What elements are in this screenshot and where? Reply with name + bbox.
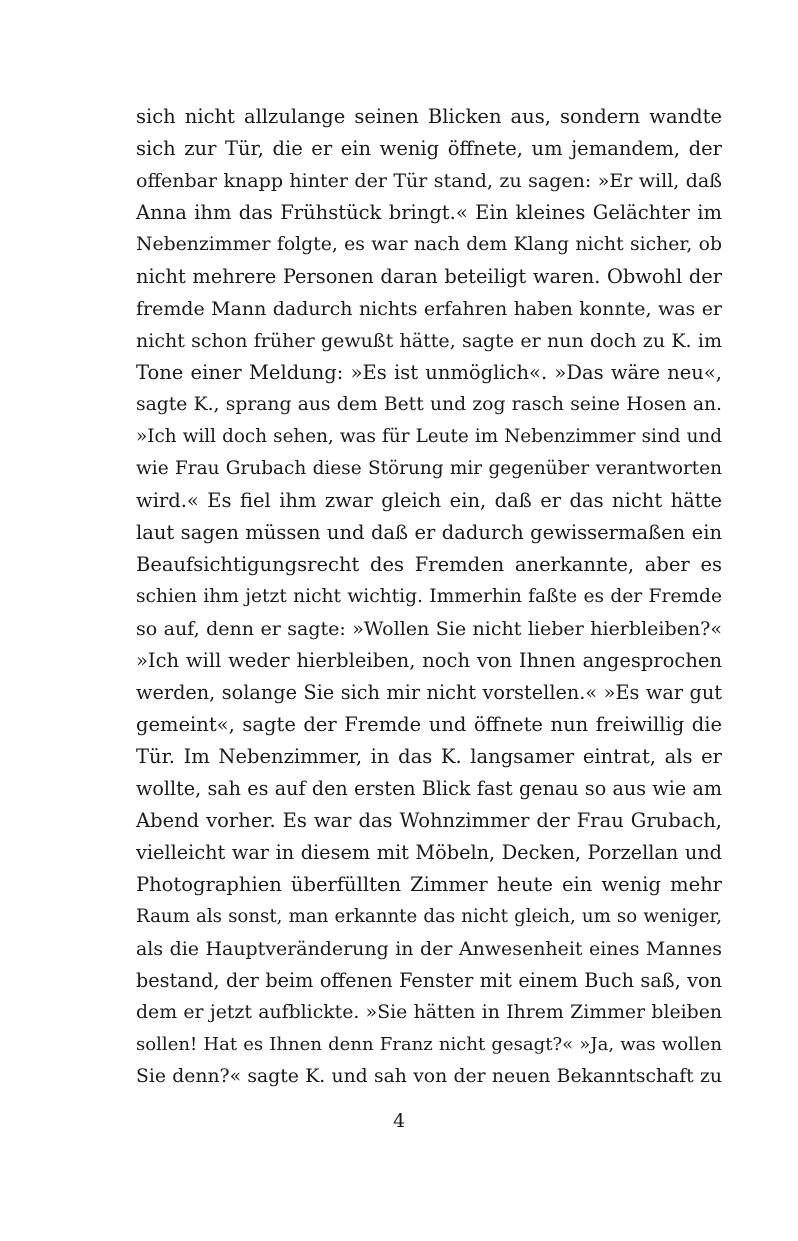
text-line: nicht schon früher gewußt hätte, sagte er nun doch zu K. im [136,330,722,352]
text-line: wird.« Es fiel ihm zwar gleich ein, daß er das nicht hätte [136,489,722,512]
text-line: Beaufsichtigungsrecht des Fremden anerkannte, aber es [136,553,722,576]
text-line: gemeint«, sagte der Fremde und öffnete nun freiwillig die [136,713,722,736]
text-line: Raum als sonst, man erkannte das nicht gleich, um so weniger, [136,906,722,927]
text-line: Tür. Im Nebenzimmer, in das K. langsamer eintrat, als er [136,745,722,768]
text-line: laut sagen müssen und daß er dadurch gewissermaßen ein [136,521,722,544]
text-line: sich zur Tür, die er ein wenig öffnete, um jemandem, der [136,137,722,160]
text-line: »Ich will weder hierbleiben, noch von Ihnen angesprochen [136,649,722,672]
text-line: vielleicht war in diesem mit Möbeln, Decken, Porzellan und [136,841,722,864]
text-line: als die Hauptveränderung in der Anwesenheit eines Mannes [136,938,722,960]
text-line: Nebenzimmer folgte, es war nach dem Klang nicht sicher, ob [136,234,722,255]
body-text [136,101,722,1093]
text-line: nicht mehrere Personen daran beteiligt waren. Obwohl der [136,265,722,288]
text-line: fremde Mann dadurch nichts erfahren haben konnte, was er [136,298,722,320]
text-line: so auf, denn er sagte: »Wollen Sie nicht lieber hierbleiben?« [136,618,722,640]
text-line: schien ihm jetzt nicht wichtig. Immerhin faßte es der Fremde [136,586,722,607]
text-line: sich nicht allzulange seinen Blicken aus, sondern wandte [136,105,722,128]
text-line: sagte K., sprang aus dem Bett und zog rasch seine Hosen an. [136,394,722,415]
page-number: 4 [392,1110,406,1132]
text-line: werden, solange Sie sich mir nicht vorstellen.« »Es war gut [136,681,722,704]
text-line: Abend vorher. Es war das Wohnzimmer der Frau Grubach, [136,809,722,832]
text-line: wollte, sah es auf den ersten Blick fast genau so aus wie am [136,777,722,800]
text-line: wie Frau Grubach diese Störung mir gegenüber verantworten [136,458,722,479]
text-line: Photographien überfüllten Zimmer heute ein wenig mehr [136,873,722,896]
text-line: offenbar knapp hinter der Tür stand, zu sagen: »Er will, daß [136,170,722,192]
text-line: dem er jetzt aufblickte. »Sie hätten in Ihrem Zimmer bleiben [136,1002,722,1023]
text-line: Sie denn?« sagte K. und sah von der neuen Bekanntschaft zu [136,1066,722,1087]
text-line: »Ich will doch sehen, was für Leute im Nebenzimmer sind und [136,426,722,447]
text-line: Tone einer Meldung: »Es ist unmöglich«. »Das wäre neu«, [136,361,722,384]
text-line: Anna ihm das Frühstück bringt.« Ein kleines Gelächter im [136,201,722,224]
text-line: sollen! Hat es Ihnen denn Franz nicht gesagt?« »Ja, was wollen [136,1034,722,1055]
text-line: bestand, der beim offenen Fenster mit einem Buch saß, von [136,969,722,992]
